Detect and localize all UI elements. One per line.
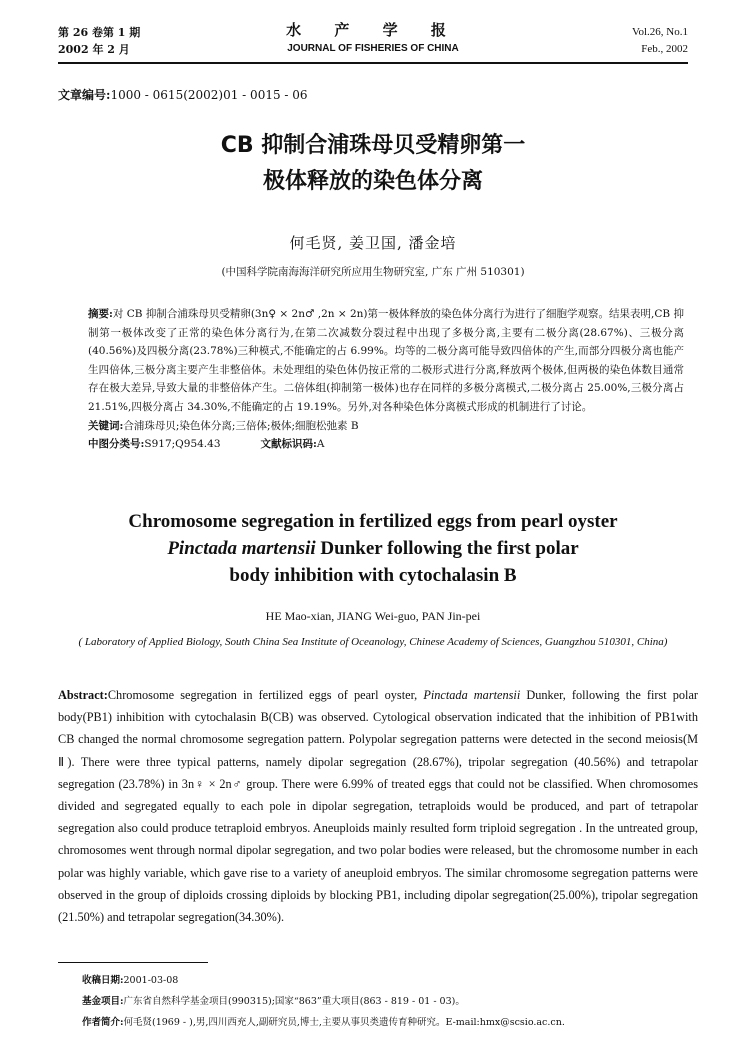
affiliation-cn: (中国科学院南海海洋研究所应用生物研究室, 广东 广州 510301)	[221, 266, 525, 278]
abstract-en-block	[58, 684, 698, 928]
header-rule	[58, 62, 688, 64]
footnote-label: 收稿日期:	[82, 975, 124, 986]
journal-name-en: JOURNAL OF FISHERIES OF CHINA	[287, 43, 459, 54]
article-number-value: 1000 - 0615(2002)01 - 0015 - 06	[110, 88, 308, 102]
issue-info-en	[632, 24, 688, 58]
title-en	[0, 508, 746, 589]
abstract-cn-text: 对 CB 抑制合浦珠母贝受精卵(3n♀ × 2n♂ ,2n × 2n)第一极体释放的染色体分离行为进行了细胞学观察。结果表明,CB 抑制第一极体改变了正常的染色体分离行为,在第二次减数分裂过程中出现了多极分离,主要有二极分离(28.67%)、三极分离(40.56%)及四极分离(23.78%)三种模式,不能确定的占 6.99%。均等的二极分离可能导致四倍体的产生,而部分四极分离也能产生四倍体,三极分离主要产生非整倍体。未处理组的染色体仍按正常的二极形式进行分离,释放两个极体,但两极的染色体数目通常存在极大差异,导致大量的非整倍体产生。二倍体组(抑制第一极体)也存在同样的多极分离模式,二极分离占 25.00%,三极分离占 21.51%,四极分离占 34.30%,不能确定的占 19.19%。另外,对各种染色体分离模式形成的机制进行了讨论。	[88, 308, 684, 413]
article-number	[58, 86, 308, 103]
clc-value: S917;Q954.43	[144, 438, 221, 451]
keywords-cn-label: 关键词:	[88, 419, 124, 432]
title-cn-line-1: CB 抑制合浦珠母贝受精卵第一	[220, 133, 526, 158]
footnote-author-bio	[82, 1012, 702, 1033]
article-number-label: 文章编号:	[58, 88, 111, 102]
abstract-en-text-2: Dunker, following the first polar body(PB1) inhibition with cytochalasin B(CB) was observed. Cytological observation indicated that the inhibition of PB1with CB changed the normal chromosome segregation pattern. Polypolar segregation patterns were detected in the second meiosis(M Ⅱ). There were three typical patterns, namely dipolar segregation (28.67%), tripolar segregation (40.56%) and tetrapolar segregation (23.78%) in 3n♀ × 2n♂ group. There were 6.99% of treated eggs that could not be classified. When chromosomes divided and segregated equally to each pole in dipolar segregation, tetraploids would be produced, and part of tetrapolar segregation also could produce tetraploid embryos. Aneuploids mainly resulted form triploid segregation . In the untreated group, chromosomes went through normal dipolar segregation, and two polar bodies were released, but the chromosome number in each polar was highly variable, which gave rise to a variety of aneuploid embryos. The similar chromosome segregation patterns were observed in the group of diploids crossing diploids by blocking PB1, including dipolar segregation(25.00%), tripolar segregation (21.50%) and tetrapolar segregation(34.30%).	[58, 688, 699, 925]
footnote-received	[82, 970, 702, 991]
date-en: Feb., 2002	[641, 43, 688, 55]
abstract-en	[58, 684, 698, 928]
title-en-line-3: body inhibition with cytochalasin B	[229, 565, 517, 586]
title-en-line-2-rest: Dunker following the first polar	[315, 538, 579, 559]
date-cn: 2002 年 2 月	[58, 43, 130, 56]
footnote-rule	[58, 962, 208, 963]
title-cn-line-2: 极体释放的染色体分离	[262, 169, 483, 194]
footnote-label: 基金项目:	[82, 996, 124, 1007]
species-name: Pinctada martensii	[167, 538, 316, 559]
authors-cn: 何毛贤, 姜卫国, 潘金培	[289, 234, 457, 252]
footnote-label: 作者简介:	[82, 1017, 124, 1028]
keywords-cn	[88, 417, 684, 436]
clc-label: 中图分类号:	[88, 438, 145, 451]
title-cn	[0, 128, 746, 200]
authors-en: HE Mao-xian, JIANG Wei-guo, PAN Jin-pei	[265, 609, 481, 623]
abstract-en-text-1: Chromosome segregation in fertilized eggs of pearl oyster,	[107, 688, 424, 702]
abstract-cn	[88, 305, 684, 417]
footnotes	[82, 970, 702, 1033]
volume-en: Vol.26, No.1	[631, 26, 688, 38]
footnote-text: 广东省自然科学基金项目(990315);国家“863”重大项目(863 - 819 - 01 - 03)。	[123, 996, 465, 1007]
affiliation-en: ( Laboratory of Applied Biology, South China Sea Institute of Oceanology, Chinese Academy of Sciences, Guangzhou 510301, China)	[78, 636, 668, 648]
title-en-line-1: Chromosome segregation in fertilized eggs from pearl oyster	[128, 511, 618, 532]
volume-cn: 第 26 卷第 1 期	[58, 26, 141, 39]
keywords-cn-text: 合浦珠母贝;染色体分离;三倍体;极体;细胞松弛素 B	[123, 419, 359, 432]
doc-code-value: A	[316, 438, 325, 451]
abstract-en-species: Pinctada martensii	[423, 688, 521, 702]
footnote-text: 何毛贤(1969 - ),男,四川西充人,副研究员,博士,主要从事贝类遗传育种研究。E-mail:hmx@scsio.ac.cn.	[123, 1017, 565, 1028]
footnote-text: 2001-03-08	[123, 975, 179, 986]
doc-code-label: 文献标识码:	[260, 438, 317, 451]
abstract-cn-block	[88, 305, 684, 454]
abstract-en-label: Abstract:	[58, 688, 108, 702]
abstract-cn-label: 摘要:	[88, 308, 113, 320]
journal-name-cn: 水 产 学 报	[286, 21, 460, 39]
footnote-funding	[82, 991, 702, 1012]
classification-line	[88, 435, 684, 454]
title-en-line-2	[0, 535, 746, 562]
